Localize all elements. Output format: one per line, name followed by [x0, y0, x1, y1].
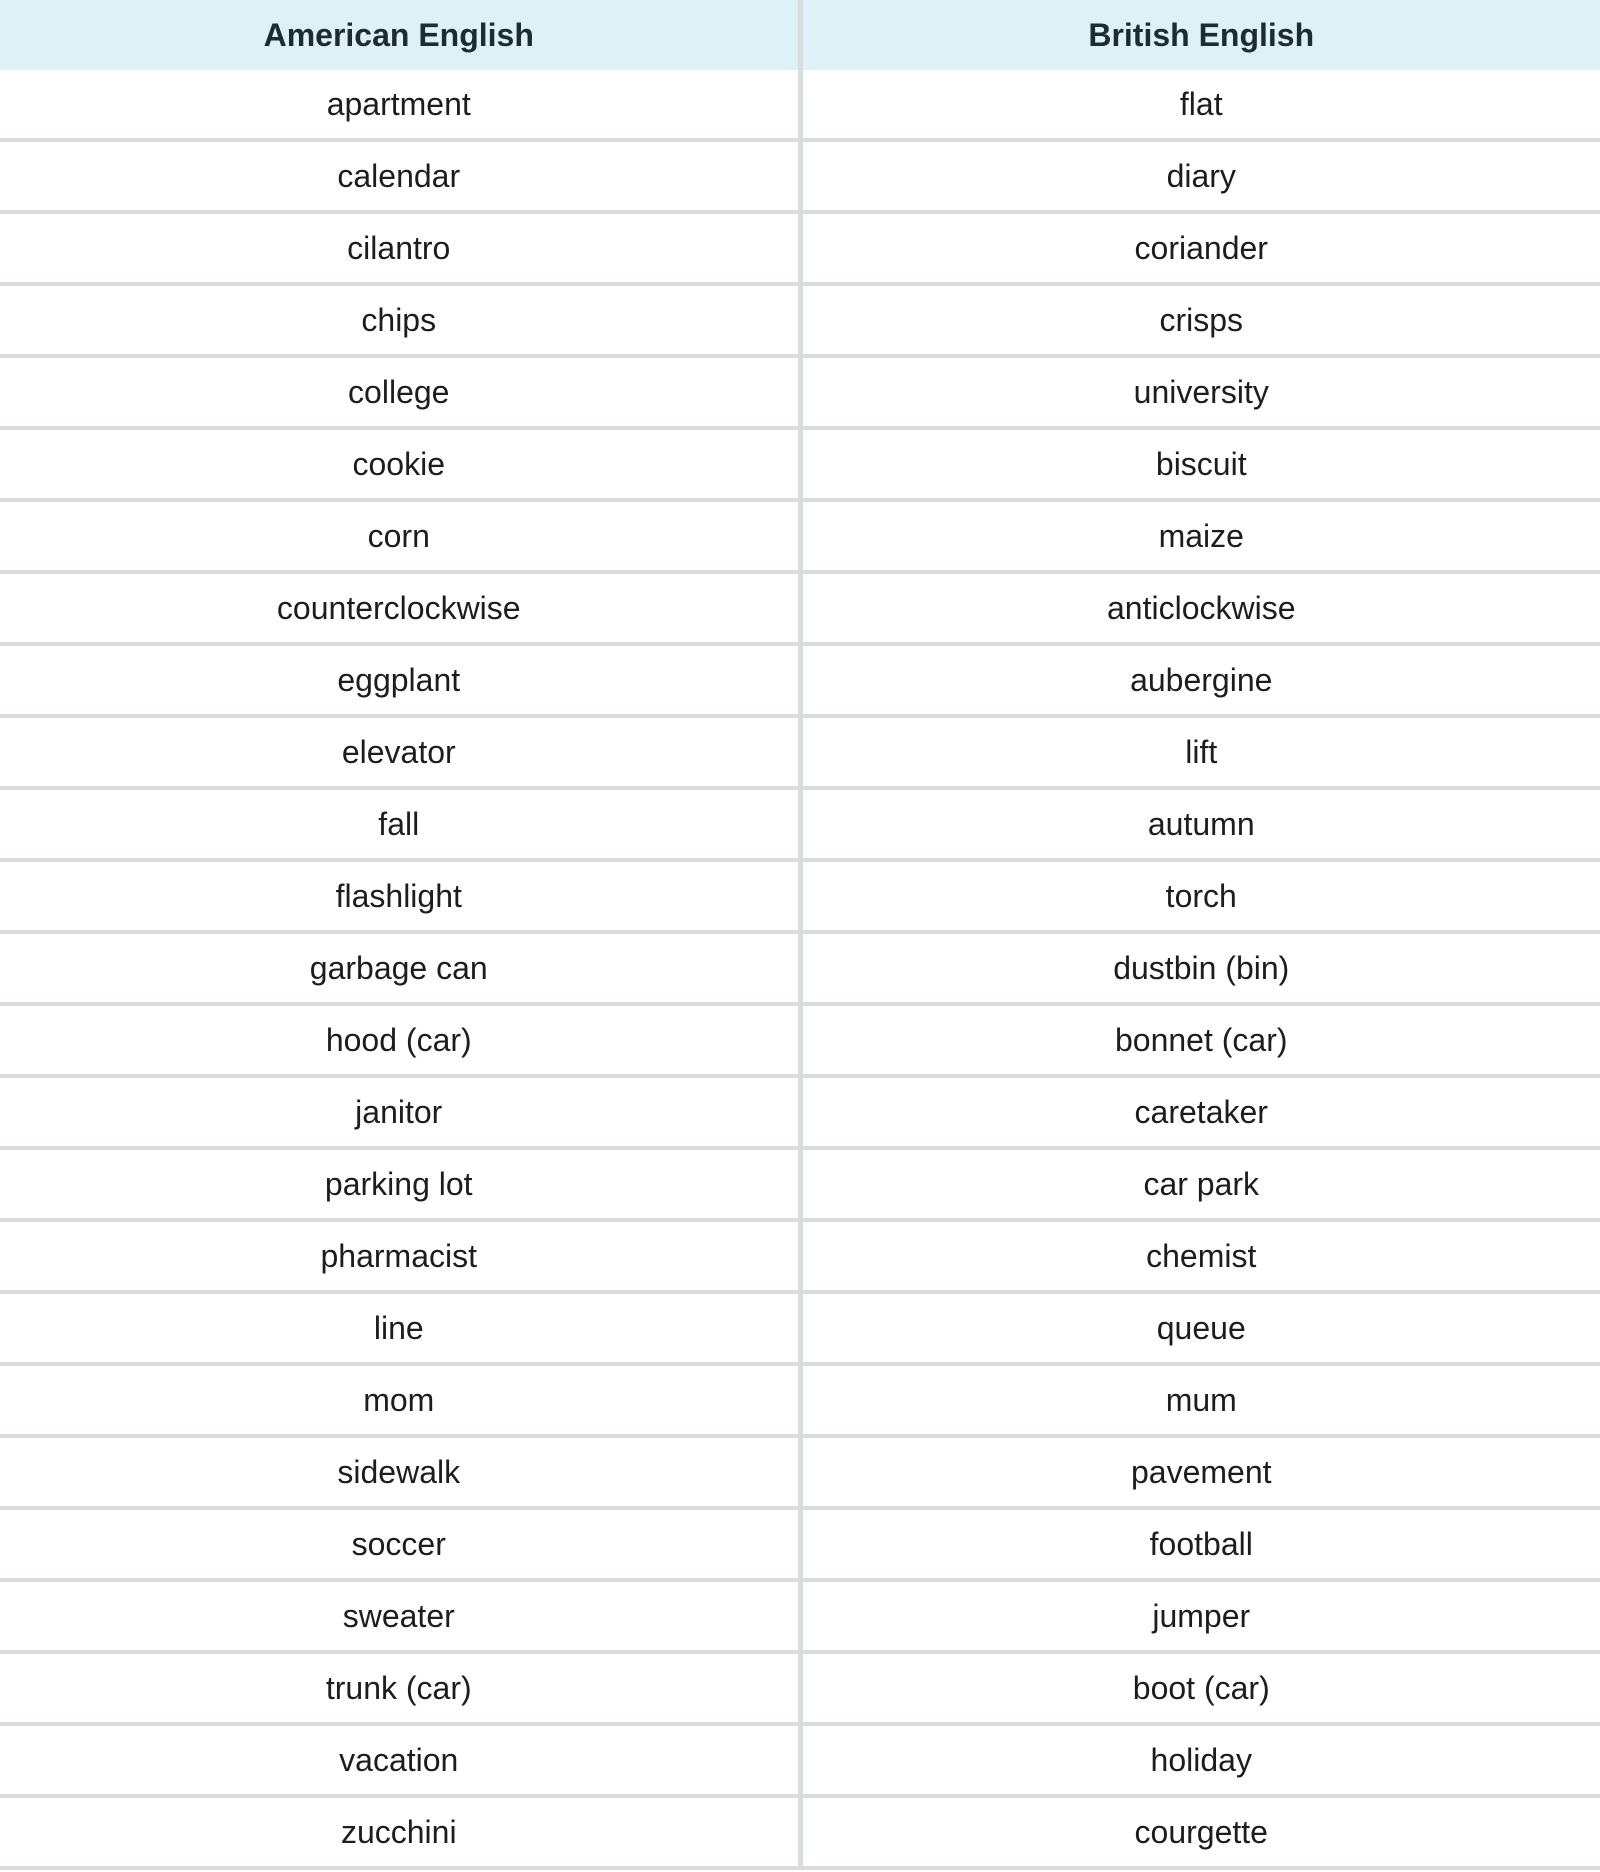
cell-american-term: parking lot: [0, 1148, 800, 1220]
table-row: [0, 356, 1600, 428]
table-row: [0, 1292, 1600, 1364]
cell-british-term: torch: [800, 860, 1600, 932]
table-row: [0, 500, 1600, 572]
cell-american-term: sweater: [0, 1580, 800, 1652]
cell-british-term: holiday: [800, 1724, 1600, 1796]
cell-american-term: mom: [0, 1364, 800, 1436]
cell-british-term: football: [800, 1508, 1600, 1580]
cell-british-term: lift: [800, 716, 1600, 788]
table-row: [0, 644, 1600, 716]
cell-british-term: university: [800, 356, 1600, 428]
cell-british-term: car park: [800, 1148, 1600, 1220]
cell-british-term: crisps: [800, 284, 1600, 356]
cell-british-term: dustbin (bin): [800, 932, 1600, 1004]
cell-american-term: janitor: [0, 1076, 800, 1148]
cell-british-term: aubergine: [800, 644, 1600, 716]
cell-british-term: diary: [800, 140, 1600, 212]
cell-american-term: chips: [0, 284, 800, 356]
table-row: [0, 1004, 1600, 1076]
table-row: [0, 1796, 1600, 1868]
cell-american-term: soccer: [0, 1508, 800, 1580]
table-row: [0, 1652, 1600, 1724]
table-row: [0, 572, 1600, 644]
cell-american-term: vacation: [0, 1724, 800, 1796]
cell-american-term: college: [0, 356, 800, 428]
cell-american-term: apartment: [0, 70, 800, 140]
cell-american-term: flashlight: [0, 860, 800, 932]
cell-british-term: queue: [800, 1292, 1600, 1364]
table-row: [0, 788, 1600, 860]
table-header: [0, 0, 1600, 70]
table-row: [0, 1220, 1600, 1292]
table-row: [0, 1364, 1600, 1436]
header-british-english: British English: [800, 0, 1600, 70]
cell-american-term: eggplant: [0, 644, 800, 716]
cell-american-term: zucchini: [0, 1796, 800, 1868]
table-row: [0, 1580, 1600, 1652]
table-row: [0, 140, 1600, 212]
cell-british-term: caretaker: [800, 1076, 1600, 1148]
table-row: [0, 1076, 1600, 1148]
cell-american-term: line: [0, 1292, 800, 1364]
cell-american-term: garbage can: [0, 932, 800, 1004]
cell-american-term: counterclockwise: [0, 572, 800, 644]
table-row: [0, 212, 1600, 284]
table-row: [0, 1436, 1600, 1508]
table-row: [0, 716, 1600, 788]
cell-american-term: elevator: [0, 716, 800, 788]
cell-american-term: corn: [0, 500, 800, 572]
cell-american-term: sidewalk: [0, 1436, 800, 1508]
cell-british-term: maize: [800, 500, 1600, 572]
cell-british-term: boot (car): [800, 1652, 1600, 1724]
cell-american-term: cookie: [0, 428, 800, 500]
cell-american-term: trunk (car): [0, 1652, 800, 1724]
cell-british-term: jumper: [800, 1580, 1600, 1652]
cell-british-term: autumn: [800, 788, 1600, 860]
header-row: [0, 0, 1600, 70]
cell-british-term: biscuit: [800, 428, 1600, 500]
table-row: [0, 860, 1600, 932]
table-row: [0, 70, 1600, 140]
table-row: [0, 1724, 1600, 1796]
cell-american-term: fall: [0, 788, 800, 860]
cell-british-term: coriander: [800, 212, 1600, 284]
cell-american-term: hood (car): [0, 1004, 800, 1076]
cell-british-term: flat: [800, 70, 1600, 140]
cell-american-term: cilantro: [0, 212, 800, 284]
cell-british-term: bonnet (car): [800, 1004, 1600, 1076]
table-row: [0, 1148, 1600, 1220]
cell-british-term: courgette: [800, 1796, 1600, 1868]
table-row: [0, 428, 1600, 500]
table-row: [0, 1508, 1600, 1580]
cell-british-term: chemist: [800, 1220, 1600, 1292]
cell-british-term: mum: [800, 1364, 1600, 1436]
cell-british-term: pavement: [800, 1436, 1600, 1508]
cell-american-term: pharmacist: [0, 1220, 800, 1292]
table-row: [0, 932, 1600, 1004]
header-american-english: American English: [0, 0, 800, 70]
table-body: [0, 70, 1600, 1868]
cell-british-term: anticlockwise: [800, 572, 1600, 644]
table-row: [0, 284, 1600, 356]
cell-american-term: calendar: [0, 140, 800, 212]
